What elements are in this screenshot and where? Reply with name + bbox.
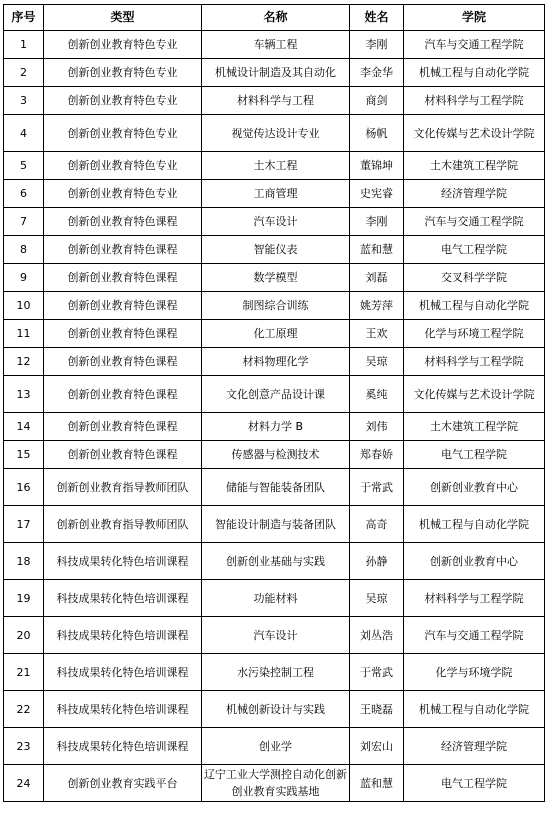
cell-type: 创新创业教育实践平台 [44,765,202,802]
cell-type: 创新创业教育特色课程 [44,376,202,413]
cell-college: 创新创业教育中心 [404,469,545,506]
cell-index: 10 [4,292,44,320]
cell-index: 9 [4,264,44,292]
table-row [4,580,545,617]
table-row [4,59,545,87]
table-row [4,441,545,469]
table-row [4,469,545,506]
cell-college: 电气工程学院 [404,236,545,264]
cell-college: 土木建筑工程学院 [404,152,545,180]
cell-name: 创新创业基础与实践 [202,543,350,580]
table-row [4,413,545,441]
cell-index: 11 [4,320,44,348]
cell-index: 18 [4,543,44,580]
cell-name: 数学模型 [202,264,350,292]
cell-index: 15 [4,441,44,469]
cell-person: 刘磊 [350,264,404,292]
cell-college: 文化传媒与艺术设计学院 [404,115,545,152]
cell-college: 材料科学与工程学院 [404,580,545,617]
cell-name: 土木工程 [202,152,350,180]
cell-type: 创新创业教育特色专业 [44,115,202,152]
table-row [4,87,545,115]
cell-person: 蓝和慧 [350,236,404,264]
cell-person: 高奇 [350,506,404,543]
cell-person: 李刚 [350,31,404,59]
cell-index: 5 [4,152,44,180]
cell-college: 经济管理学院 [404,728,545,765]
header-type: 类型 [44,5,202,31]
table-row [4,617,545,654]
cell-name: 车辆工程 [202,31,350,59]
cell-person: 杨帆 [350,115,404,152]
table-row [4,654,545,691]
cell-type: 科技成果转化特色培训课程 [44,617,202,654]
cell-type: 科技成果转化特色培训课程 [44,654,202,691]
cell-index: 14 [4,413,44,441]
cell-index: 19 [4,580,44,617]
table-body [4,31,545,802]
cell-name: 辽宁工业大学测控自动化创新创业教育实践基地 [202,765,350,802]
cell-college: 材料科学与工程学院 [404,348,545,376]
cell-index: 17 [4,506,44,543]
cell-type: 科技成果转化特色培训课程 [44,691,202,728]
table-row [4,543,545,580]
cell-person: 商剑 [350,87,404,115]
cell-index: 23 [4,728,44,765]
cell-person: 刘丛浩 [350,617,404,654]
cell-person: 王欢 [350,320,404,348]
cell-type: 创新创业教育特色专业 [44,180,202,208]
cell-type: 创新创业教育指导教师团队 [44,469,202,506]
header-person: 姓名 [350,5,404,31]
cell-index: 6 [4,180,44,208]
cell-name: 传感器与检测技术 [202,441,350,469]
table-row [4,236,545,264]
cell-index: 24 [4,765,44,802]
table-row [4,691,545,728]
cell-type: 创新创业教育特色课程 [44,348,202,376]
cell-college: 汽车与交通工程学院 [404,208,545,236]
header-college: 学院 [404,5,545,31]
cell-person: 李刚 [350,208,404,236]
cell-person: 于常武 [350,469,404,506]
cell-college: 机械工程与自动化学院 [404,292,545,320]
cell-college: 机械工程与自动化学院 [404,59,545,87]
cell-index: 2 [4,59,44,87]
cell-person: 李金华 [350,59,404,87]
cell-name: 汽车设计 [202,208,350,236]
cell-person: 姚芳萍 [350,292,404,320]
cell-type: 科技成果转化特色培训课程 [44,580,202,617]
projects-table [3,4,545,802]
table-row [4,264,545,292]
cell-person: 吴琼 [350,348,404,376]
cell-name: 汽车设计 [202,617,350,654]
cell-person: 刘伟 [350,413,404,441]
table-row [4,506,545,543]
cell-college: 交叉科学学院 [404,264,545,292]
cell-college: 材料科学与工程学院 [404,87,545,115]
table-row [4,376,545,413]
cell-person: 吴琼 [350,580,404,617]
cell-index: 16 [4,469,44,506]
cell-type: 创新创业教育特色课程 [44,320,202,348]
cell-college: 电气工程学院 [404,441,545,469]
cell-person: 蓝和慧 [350,765,404,802]
cell-person: 王晓磊 [350,691,404,728]
table-header-row [4,5,545,31]
cell-college: 机械工程与自动化学院 [404,506,545,543]
table-row [4,152,545,180]
cell-college: 机械工程与自动化学院 [404,691,545,728]
cell-index: 20 [4,617,44,654]
cell-college: 土木建筑工程学院 [404,413,545,441]
cell-type: 创新创业教育特色专业 [44,31,202,59]
cell-name: 机械设计制造及其自动化 [202,59,350,87]
cell-college: 汽车与交通工程学院 [404,617,545,654]
cell-college: 汽车与交通工程学院 [404,31,545,59]
cell-type: 创新创业教育特色课程 [44,208,202,236]
cell-type: 创新创业教育特色课程 [44,236,202,264]
cell-index: 12 [4,348,44,376]
cell-type: 创新创业教育特色课程 [44,441,202,469]
cell-college: 电气工程学院 [404,765,545,802]
cell-name: 文化创意产品设计课 [202,376,350,413]
cell-index: 8 [4,236,44,264]
cell-name: 智能仪表 [202,236,350,264]
cell-name: 材料物理化学 [202,348,350,376]
cell-type: 创新创业教育特色课程 [44,413,202,441]
projects-table-wrapper [3,4,545,802]
cell-type: 创新创业教育特色专业 [44,87,202,115]
table-row [4,348,545,376]
cell-name: 制图综合训练 [202,292,350,320]
cell-index: 4 [4,115,44,152]
cell-index: 21 [4,654,44,691]
cell-person: 刘宏山 [350,728,404,765]
cell-person: 于常武 [350,654,404,691]
cell-name: 工商管理 [202,180,350,208]
cell-type: 创新创业教育指导教师团队 [44,506,202,543]
header-name: 名称 [202,5,350,31]
cell-name: 材料力学 B [202,413,350,441]
cell-type: 创新创业教育特色专业 [44,59,202,87]
cell-person: 奚纯 [350,376,404,413]
cell-person: 史宪睿 [350,180,404,208]
table-row [4,31,545,59]
cell-type: 科技成果转化特色培训课程 [44,543,202,580]
cell-person: 郑春娇 [350,441,404,469]
cell-college: 文化传媒与艺术设计学院 [404,376,545,413]
cell-college: 化学与环境学院 [404,654,545,691]
cell-index: 22 [4,691,44,728]
cell-name: 机械创新设计与实践 [202,691,350,728]
cell-type: 创新创业教育特色专业 [44,152,202,180]
table-row [4,115,545,152]
table-row [4,208,545,236]
cell-index: 3 [4,87,44,115]
cell-name: 化工原理 [202,320,350,348]
cell-college: 化学与环境工程学院 [404,320,545,348]
cell-type: 科技成果转化特色培训课程 [44,728,202,765]
table-row [4,180,545,208]
cell-name: 视觉传达设计专业 [202,115,350,152]
table-row [4,728,545,765]
cell-name: 水污染控制工程 [202,654,350,691]
header-index: 序号 [4,5,44,31]
cell-name: 创业学 [202,728,350,765]
cell-name: 功能材料 [202,580,350,617]
cell-index: 13 [4,376,44,413]
cell-name: 储能与智能装备团队 [202,469,350,506]
cell-name: 智能设计制造与装备团队 [202,506,350,543]
cell-name: 材料科学与工程 [202,87,350,115]
cell-index: 7 [4,208,44,236]
cell-type: 创新创业教育特色课程 [44,264,202,292]
cell-type: 创新创业教育特色课程 [44,292,202,320]
cell-person: 孙静 [350,543,404,580]
cell-index: 1 [4,31,44,59]
table-row [4,292,545,320]
cell-college: 创新创业教育中心 [404,543,545,580]
cell-person: 董锦坤 [350,152,404,180]
table-row [4,320,545,348]
table-row [4,765,545,802]
cell-college: 经济管理学院 [404,180,545,208]
